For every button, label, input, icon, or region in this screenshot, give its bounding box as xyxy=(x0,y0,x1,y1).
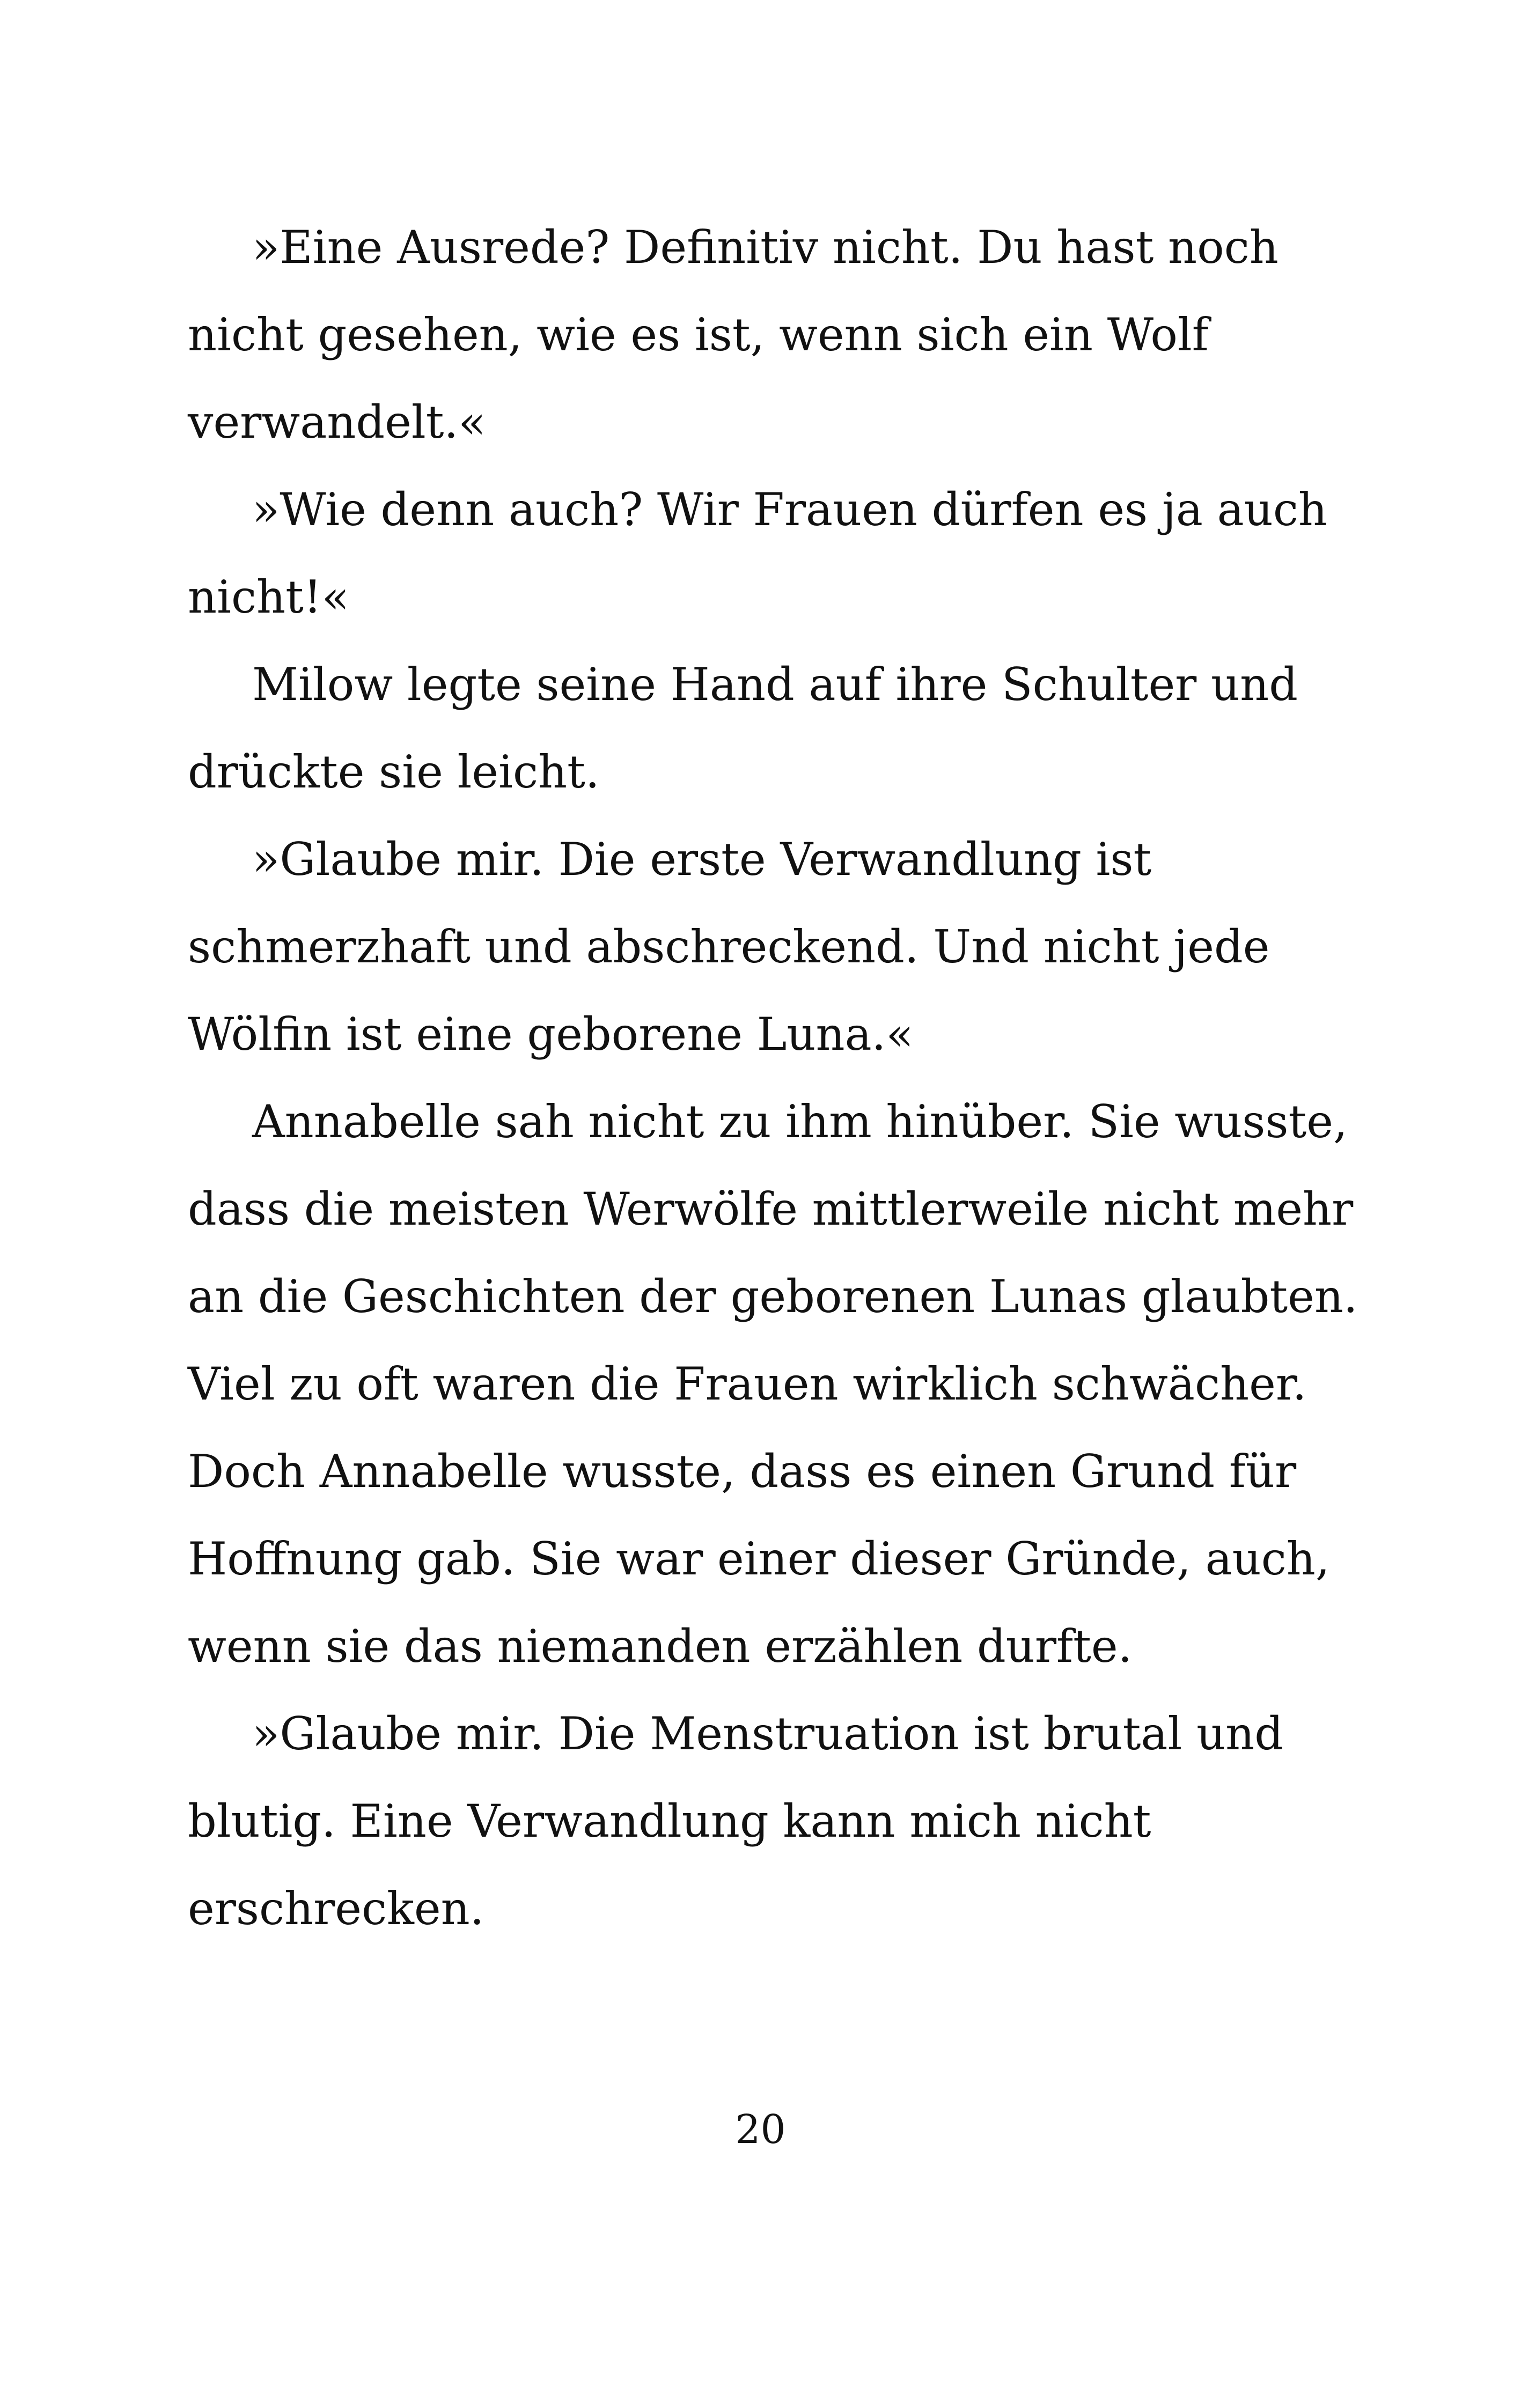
text-line: blutig. Eine Verwandlung kann mich nicht xyxy=(188,1795,1151,1847)
text-line: verwandelt.« xyxy=(188,396,486,448)
text-line: Annabelle sah nicht zu ihm hinüber. Sie wusste, xyxy=(252,1095,1348,1148)
text-line: an die Geschichten der geborenen Lunas glaubten. xyxy=(188,1270,1358,1323)
page-number: 20 xyxy=(735,2107,786,2153)
text-line: Doch Annabelle wusste, dass es einen Grund für xyxy=(188,1445,1297,1498)
text-line: »Glaube mir. Die erste Verwandlung ist xyxy=(252,833,1152,886)
text-line: wenn sie das niemanden erzählen durfte. xyxy=(188,1620,1133,1673)
text-line: »Eine Ausrede? Definitiv nicht. Du hast noch xyxy=(252,221,1278,274)
text-line: Viel zu oft waren die Frauen wirklich schwächer. xyxy=(188,1358,1307,1410)
text-line: nicht gesehen, wie es ist, wenn sich ein Wolf xyxy=(188,308,1209,361)
text-line: »Glaube mir. Die Menstruation ist brutal und xyxy=(252,1707,1284,1760)
text-line: Milow legte seine Hand auf ihre Schulter und xyxy=(252,658,1298,711)
text-line: Wölfin ist eine geborene Luna.« xyxy=(188,1008,914,1061)
text-line: »Wie denn auch? Wir Frauen dürfen es ja auch xyxy=(252,483,1327,536)
text-line: drückte sie leicht. xyxy=(188,746,600,798)
text-line: Hoffnung gab. Sie war einer dieser Gründe, auch, xyxy=(188,1533,1330,1585)
text-line: nicht!« xyxy=(188,571,350,623)
text-line: schmerzhaft und abschreckend. Und nicht jede xyxy=(188,921,1270,973)
text-line: erschrecken. xyxy=(188,1882,484,1935)
body-text xyxy=(188,204,1358,1953)
text-line: dass die meisten Werwölfe mittlerweile nicht mehr xyxy=(188,1183,1354,1235)
